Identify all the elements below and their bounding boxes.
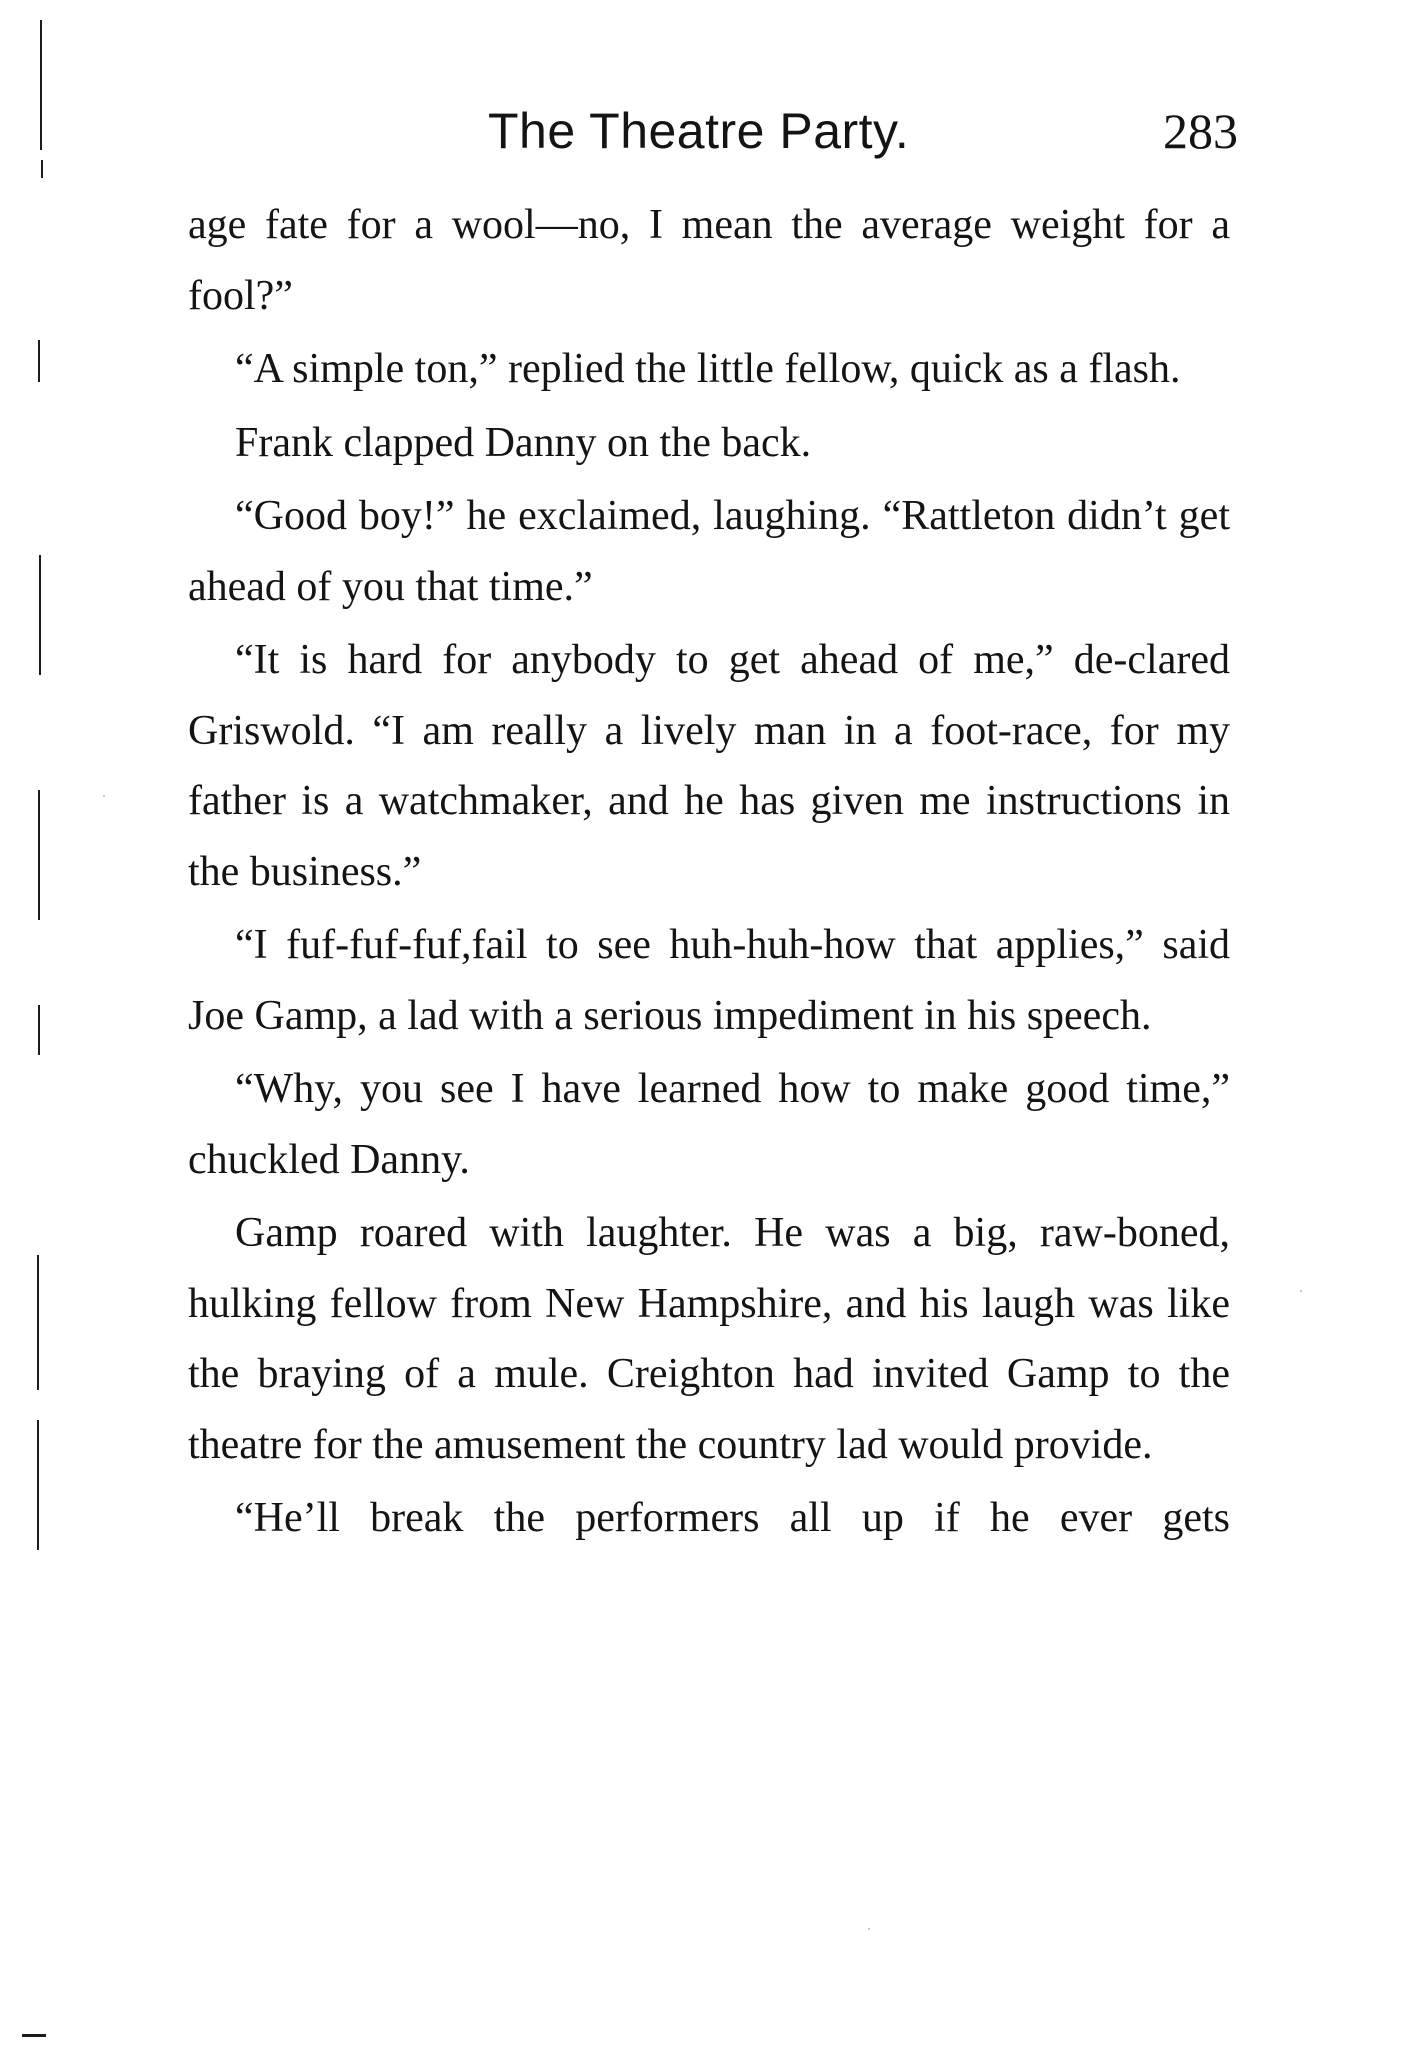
paragraph: “It is hard for anybody to get ahead of me,” de-clared Griswold. “I am really a lively man in a foot-race, for my father is a watchmaker, and he has given me instructions in the business.” [188, 637, 1230, 895]
page-number: 283 [1163, 103, 1238, 159]
margin-line-2 [41, 160, 43, 178]
paragraph: “Why, you see I have learned how to make good time,” chuckled Danny. [188, 1066, 1230, 1183]
paragraph: “A simple ton,” replied the little fellow, quick as a flash. [235, 346, 1181, 392]
speck [868, 1928, 870, 1930]
running-head [188, 96, 1238, 166]
margin-line-1 [40, 20, 42, 150]
paragraph: “I fuf-fuf-fuf,fail to see huh-huh-how that applies,” said Joe Gamp, a lad with a serious impediment in his speech. [188, 922, 1230, 1039]
chapter-title: The Theatre Party. [488, 103, 910, 159]
margin-line-6 [38, 1005, 40, 1055]
paragraph: Gamp roared with laughter. He was a big, raw-boned, hulking fellow from New Hampshire, and his laugh was like the braying of a mule. Creighton had invited Gamp to the theatre for the amusement the country lad would provide. [188, 1210, 1230, 1468]
body-text [188, 190, 1230, 1557]
margin-line-7 [37, 1255, 39, 1390]
paragraph: “He’ll break the performers all up if he ever gets [235, 1495, 1230, 1541]
margin-line-4 [39, 555, 41, 675]
speck [103, 795, 105, 797]
speck [1300, 1290, 1302, 1292]
margin-line-5 [38, 790, 40, 920]
margin-dash [22, 2034, 46, 2037]
paragraph: “Good boy!” he exclaimed, laughing. “Rattleton didn’t get ahead of you that time.” [188, 493, 1230, 610]
margin-line-3 [38, 340, 40, 382]
paragraph: Frank clapped Danny on the back. [235, 419, 812, 466]
margin-line-8 [37, 1420, 39, 1550]
paragraph: age fate for a wool—no, I mean the average weight for a fool?” [188, 202, 1230, 319]
